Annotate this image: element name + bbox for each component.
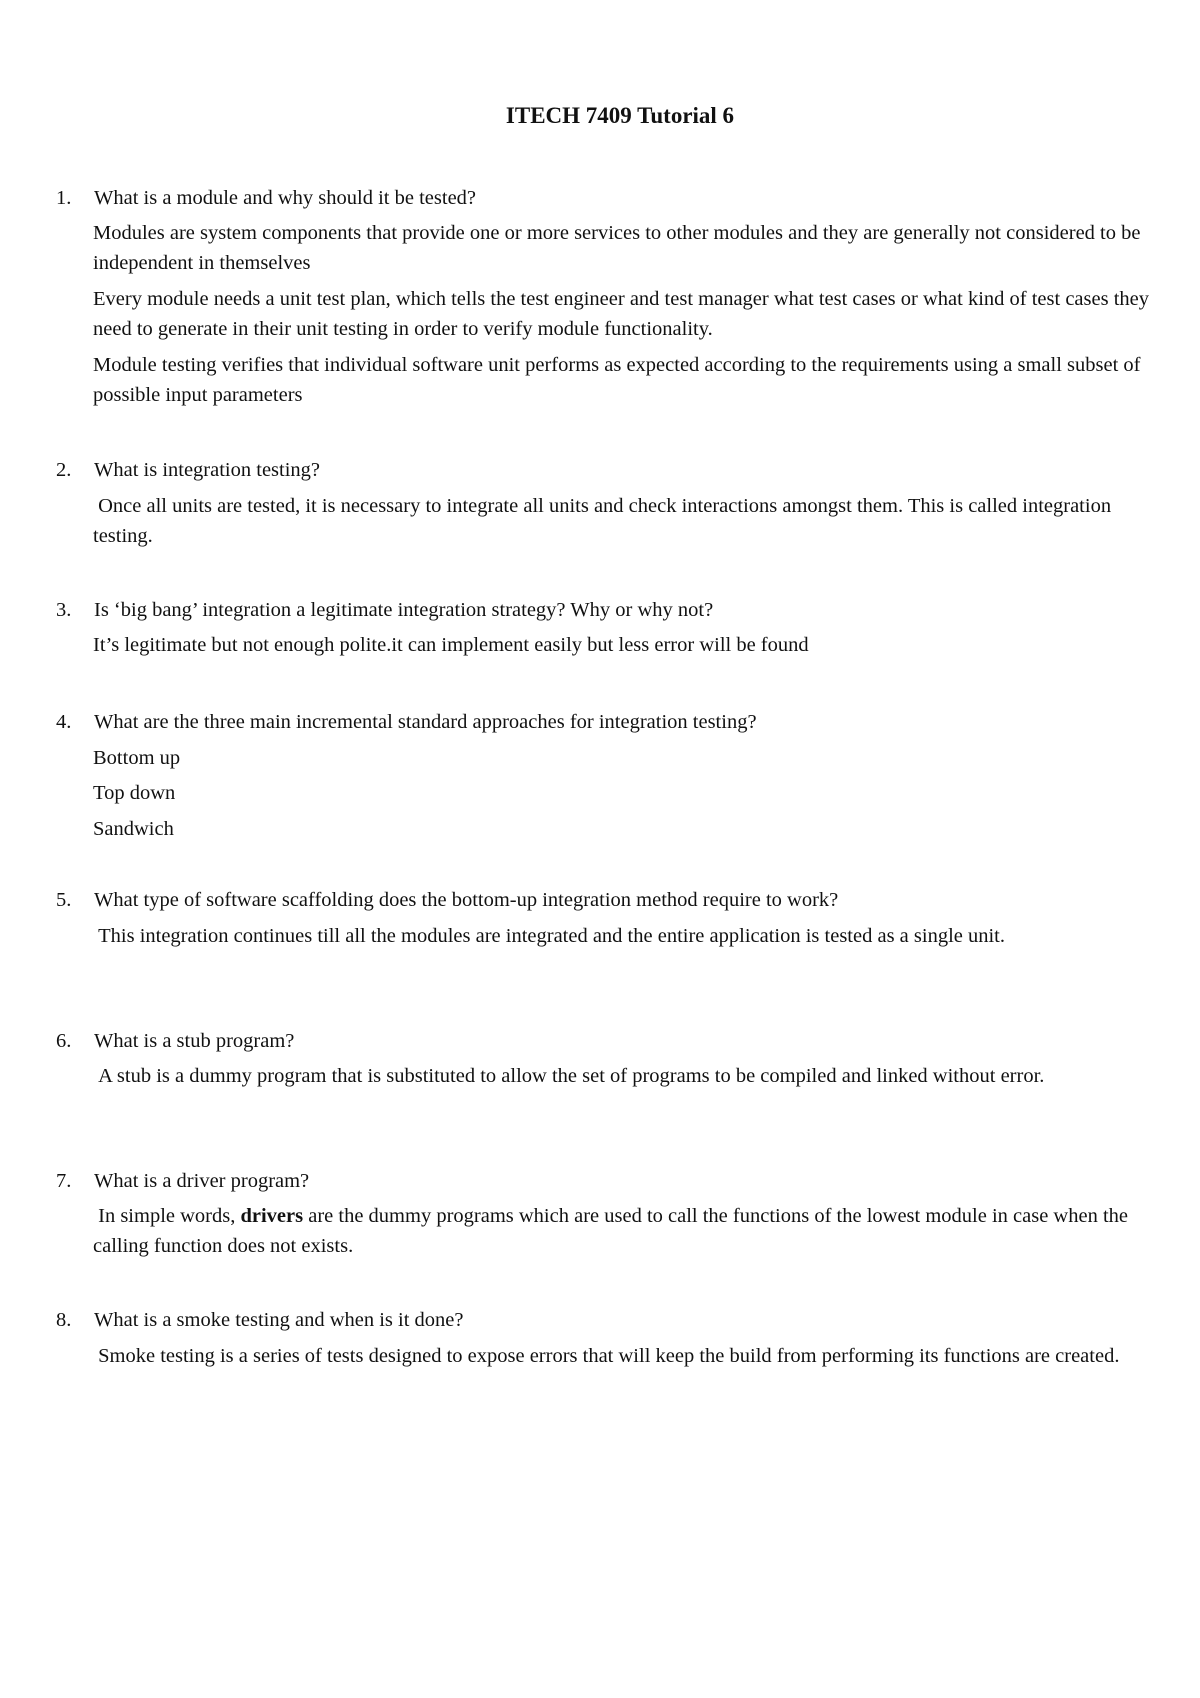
question-number: 1. <box>56 187 72 209</box>
answer-8: Smoke testing is a series of tests designed to expose errors that will keep the build from performing its functions are created. <box>93 1345 1120 1367</box>
answer-4-item-1: Bottom up <box>93 747 181 769</box>
question-text: Is ‘big bang’ integration a legitimate integration strategy? Why or why not? <box>94 599 714 621</box>
document-title: ITECH 7409 Tutorial 6 <box>505 103 735 128</box>
question-text: What are the three main incremental standard approaches for integration testing? <box>94 711 757 733</box>
answer-6: A stub is a dummy program that is substituted to allow the set of programs to be compiled and linked without error. <box>93 1065 1045 1087</box>
question-text: What is a stub program? <box>94 1030 295 1052</box>
question-number: 8. <box>56 1309 72 1331</box>
answer-7-bold-term: drivers <box>240 1205 304 1227</box>
question-number: 7. <box>56 1170 72 1192</box>
answer-2: Once all units are tested, it is necessary to integrate all units and check interactions amongst them. This is called integration testing. <box>93 495 1117 547</box>
question-text: What is a module and why should it be tested? <box>94 187 477 209</box>
answer-7-text-start: In simple words, <box>93 1205 241 1227</box>
question-number: 4. <box>56 711 72 733</box>
question-text: What is a driver program? <box>94 1170 310 1192</box>
answer-1-paragraph-1: Modules are system components that provide one or more services to other modules and they are generally not considered to be independent in themselves <box>93 222 1141 274</box>
question-number: 5. <box>56 889 72 911</box>
question-text: What type of software scaffolding does the bottom-up integration method require to work? <box>94 889 839 911</box>
answer-3: It’s legitimate but not enough polite.it can implement easily but less error will be found <box>93 634 809 656</box>
answer-4-item-2: Top down <box>93 782 176 804</box>
question-number: 6. <box>56 1030 72 1052</box>
answer-7-text-end: are the dummy programs which are used to call the functions of the lowest module in case when the calling function does not exists. <box>93 1205 1134 1257</box>
question-number: 3. <box>56 599 72 621</box>
answer-4-item-3: Sandwich <box>93 818 174 840</box>
answer-1-paragraph-2: Every module needs a unit test plan, which tells the test engineer and test manager what test cases or what kind of test cases they need to generate in their unit testing in order to verify module functionality. <box>93 288 1150 340</box>
answer-7 <box>93 1201 1153 1261</box>
question-text: What is integration testing? <box>94 459 321 481</box>
question-number: 2. <box>56 459 72 481</box>
question-text: What is a smoke testing and when is it done? <box>94 1309 464 1331</box>
answer-5: This integration continues till all the modules are integrated and the entire application is tested as a single unit. <box>93 925 1005 947</box>
answer-1-paragraph-3: Module testing verifies that individual software unit performs as expected according to the requirements using a small subset of possible input parameters <box>93 354 1141 406</box>
